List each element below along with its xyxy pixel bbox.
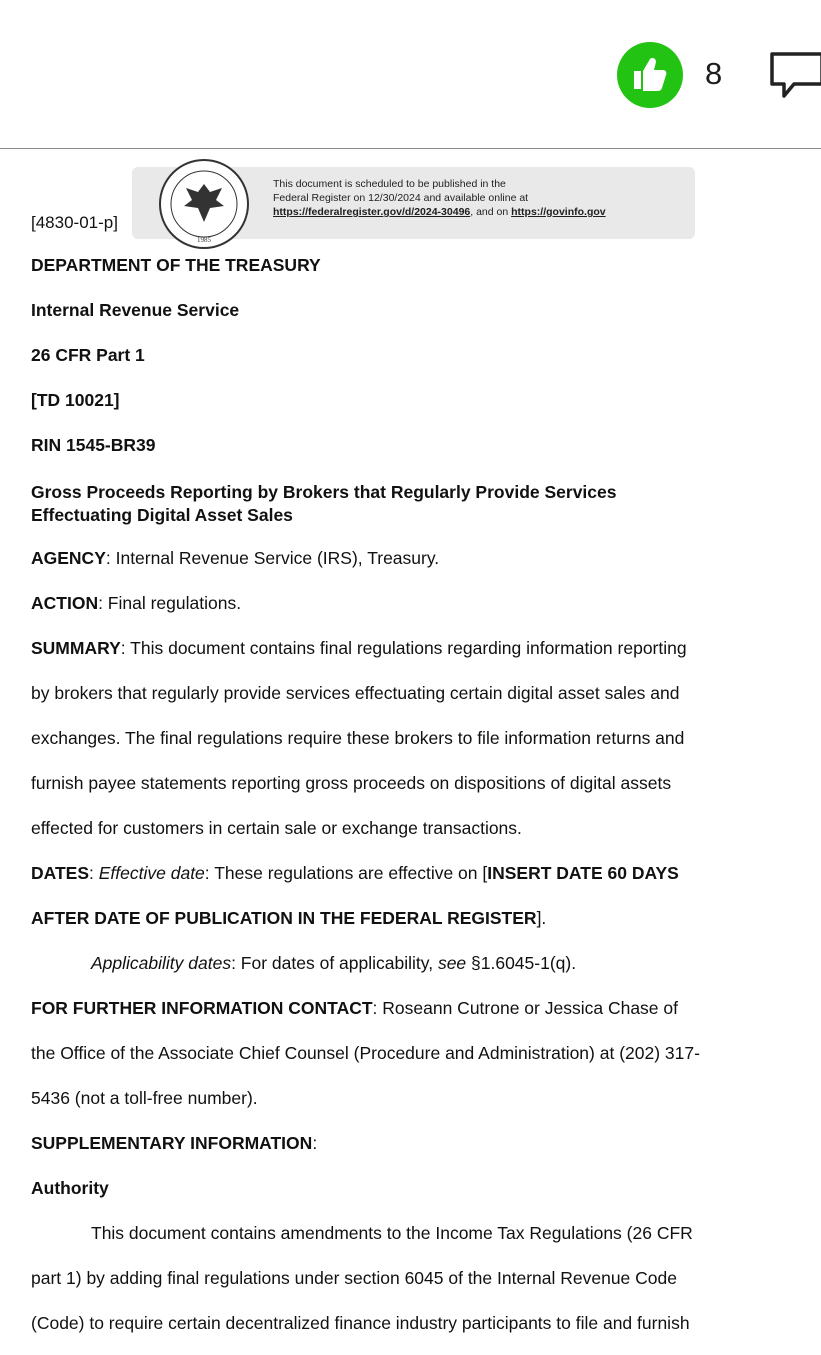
publication-notice xyxy=(273,177,693,219)
title-line-2: Effectuating Digital Asset Sales xyxy=(31,505,293,525)
svg-text:1985: 1985 xyxy=(197,236,211,244)
agency-text: : Internal Revenue Service (IRS), Treasury. xyxy=(105,548,440,568)
notice-line-2: Federal Register on 12/30/2024 and available online at xyxy=(273,192,529,204)
summary-line-2: by brokers that regularly provide services effectuating certain digital asset sales and xyxy=(31,683,680,703)
agency-label: AGENCY xyxy=(31,548,106,568)
dates-text: : These regulations are effective on [ xyxy=(204,863,488,883)
supplementary-heading xyxy=(31,1133,317,1154)
applicability-see: see xyxy=(437,953,467,973)
action-line xyxy=(31,593,241,614)
contact-text-1: : Roseann Cutrone or Jessica Chase of xyxy=(372,998,678,1018)
action-text: : Final regulations. xyxy=(98,593,242,613)
action-label: ACTION xyxy=(31,593,99,613)
document-page xyxy=(0,149,821,1355)
authority-line-1: This document contains amendments to the Income Tax Regulations (26 CFR xyxy=(91,1223,693,1243)
summary-line-5: effected for customers in certain sale or exchange transactions. xyxy=(31,818,522,838)
top-toolbar xyxy=(0,0,821,149)
contact-line-1 xyxy=(31,998,678,1019)
summary-line-3: exchanges. The final regulations require these brokers to file information returns and xyxy=(31,728,685,748)
dates-label: DATES xyxy=(31,863,90,883)
td-heading: [TD 10021] xyxy=(31,390,120,410)
federalregister-link[interactable]: https://federalregister.gov/d/2024-30496 xyxy=(273,206,471,218)
summary-line-4: furnish payee statements reporting gross proceeds on dispositions of digital assets xyxy=(31,773,672,793)
authority-heading: Authority xyxy=(31,1178,109,1198)
cfr-heading: 26 CFR Part 1 xyxy=(31,345,145,365)
authority-line-3: (Code) to require certain decentralized finance industry participants to file and furnish xyxy=(31,1313,690,1333)
comment-icon[interactable] xyxy=(768,50,821,102)
authority-line-2: part 1) by adding final regulations under section 6045 of the Internal Revenue Code xyxy=(31,1268,677,1288)
document-title xyxy=(31,481,617,527)
national-archives-seal-icon xyxy=(158,158,250,250)
summary-text-1: : This document contains final regulations regarding information reporting xyxy=(120,638,687,658)
supplementary-colon: : xyxy=(312,1133,318,1153)
summary-line-1 xyxy=(31,638,687,659)
dates-line-1 xyxy=(31,863,679,884)
applicability-text: : For dates of applicability, xyxy=(231,953,438,973)
contact-line-2: the Office of the Associate Chief Counsel (Procedure and Administration) at (202) 317- xyxy=(31,1043,700,1063)
thumbs-up-icon xyxy=(630,54,670,94)
dates-line-2 xyxy=(31,908,546,929)
dates-colon: : xyxy=(89,863,99,883)
document-code: [4830-01-p] xyxy=(31,213,118,232)
applicability-label: Applicability dates xyxy=(91,953,232,973)
govinfo-link[interactable]: https://govinfo.gov xyxy=(511,206,606,218)
agency-line xyxy=(31,548,439,569)
contact-line-3: 5436 (not a toll-free number). xyxy=(31,1088,258,1108)
like-count: 8 xyxy=(705,56,723,91)
agency-heading: Internal Revenue Service xyxy=(31,300,240,320)
applicability-ref: §1.6045-1(q). xyxy=(466,953,577,973)
dates-insert-1: INSERT DATE 60 DAYS xyxy=(487,863,679,883)
summary-label: SUMMARY xyxy=(31,638,121,658)
title-line-1: Gross Proceeds Reporting by Brokers that Regularly Provide Services xyxy=(31,482,617,502)
department-heading: DEPARTMENT OF THE TREASURY xyxy=(31,255,321,275)
rin-heading: RIN 1545-BR39 xyxy=(31,435,156,455)
effective-date-label: Effective date xyxy=(98,863,205,883)
supplementary-label: SUPPLEMENTARY INFORMATION xyxy=(31,1133,313,1153)
notice-line-1: This document is scheduled to be published in the xyxy=(273,178,506,190)
applicability-line xyxy=(91,953,576,974)
contact-label: FOR FURTHER INFORMATION CONTACT xyxy=(31,998,373,1018)
like-button[interactable] xyxy=(617,42,683,108)
dates-end: ]. xyxy=(536,908,547,928)
dates-insert-2: AFTER DATE OF PUBLICATION IN THE FEDERAL REGISTER xyxy=(31,908,537,928)
notice-mid: , and on xyxy=(470,206,512,218)
